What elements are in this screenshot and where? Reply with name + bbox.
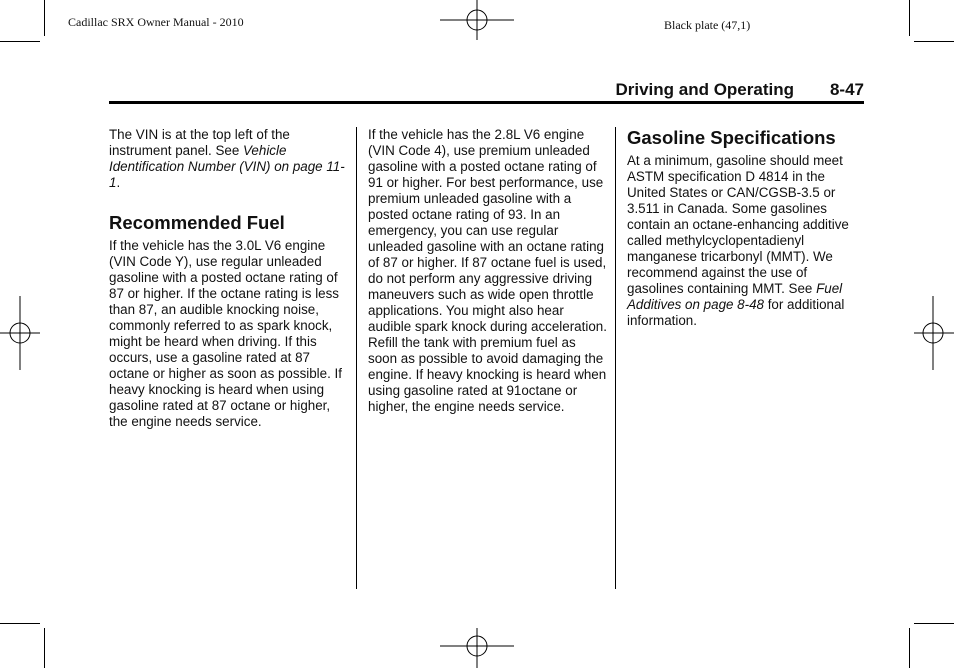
vin-intro-end: . [116, 175, 121, 190]
crop-mark [44, 0, 45, 36]
print-meta-right: Black plate (47,1) [664, 18, 751, 32]
crop-mark [914, 623, 954, 624]
registration-mark-top [440, 0, 514, 48]
page-number: 8-47 [829, 80, 864, 99]
column-3 [627, 127, 867, 329]
print-meta-left: Cadillac SRX Owner Manual - 2010 [68, 15, 244, 29]
gasoline-spec-text: At a minimum, gasoline should meet ASTM specification D 4814 in the United States or CAN/CGSB-3.5 or 3.511 in Canada. Some gasolines contain an octane-enhancing additive called methylcyclopentadienyl manganese tricarbonyl (MMT). We recommend against the use of gasolines containing MMT. See [627, 153, 849, 296]
crop-mark [44, 628, 45, 668]
crop-mark [909, 628, 910, 668]
crop-mark [0, 623, 40, 624]
column-1 [109, 127, 349, 430]
vin-intro-text: The VIN is at the top left of the instrument panel. See [109, 127, 290, 158]
recommended-fuel-paragraph: If the vehicle has the 3.0L V6 engine (VIN Code Y), use regular unleaded gasoline with a posted octane rating of 87 or higher. If the octane rating is less than 87, an audible knocking noise, commonly referred to as spark knock, might be heard when driving. If this occurs, use a gasoline rated at 87 octane or higher as soon as possible. If heavy knocking is heard when using gasoline rated at 87 octane or higher, the engine needs service. [109, 238, 342, 429]
registration-mark-bottom [440, 620, 514, 668]
vin-intro-paragraph [109, 127, 349, 191]
crop-mark [909, 0, 910, 36]
crop-mark [0, 41, 40, 42]
column-2 [368, 127, 608, 415]
crop-mark [914, 41, 954, 42]
fuel-additives-cross-reference[interactable]: Fuel Additives on page 8-48 [627, 281, 843, 312]
vin-cross-reference[interactable]: Vehicle Identification Number (VIN) on page 11-1 [109, 143, 345, 190]
column-divider [356, 127, 357, 589]
premium-fuel-paragraph: If the vehicle has the 2.8L V6 engine (VIN Code 4), use premium unleaded gasoline with a posted octane rating of 91 or higher. For best performance, use premium unleaded gasoline with a posted octane rating of 93. In an emergency, you can use regular unleaded gasoline with an octane rating of 87 or higher. If 87 octane fuel is used, do not perform any aggressive driving maneuvers such as wide open throttle applications. You might also hear audible spark knock during acceleration. Refill the tank with premium fuel as soon as possible to avoid damaging the engine. If heavy knocking is heard when using gasoline rated at 91octane or higher, the engine needs service. [368, 127, 607, 414]
section-title: Driving and Operating [615, 80, 794, 99]
recommended-fuel-heading: Recommended Fuel [109, 212, 285, 233]
gasoline-specifications-paragraph [627, 153, 867, 329]
header-rule [109, 101, 864, 104]
registration-mark-left [0, 296, 48, 370]
column-divider [615, 127, 616, 589]
gasoline-spec-end: for additional information. [627, 297, 845, 328]
gasoline-specifications-heading: Gasoline Specifications [627, 127, 836, 148]
registration-mark-right [906, 296, 954, 370]
